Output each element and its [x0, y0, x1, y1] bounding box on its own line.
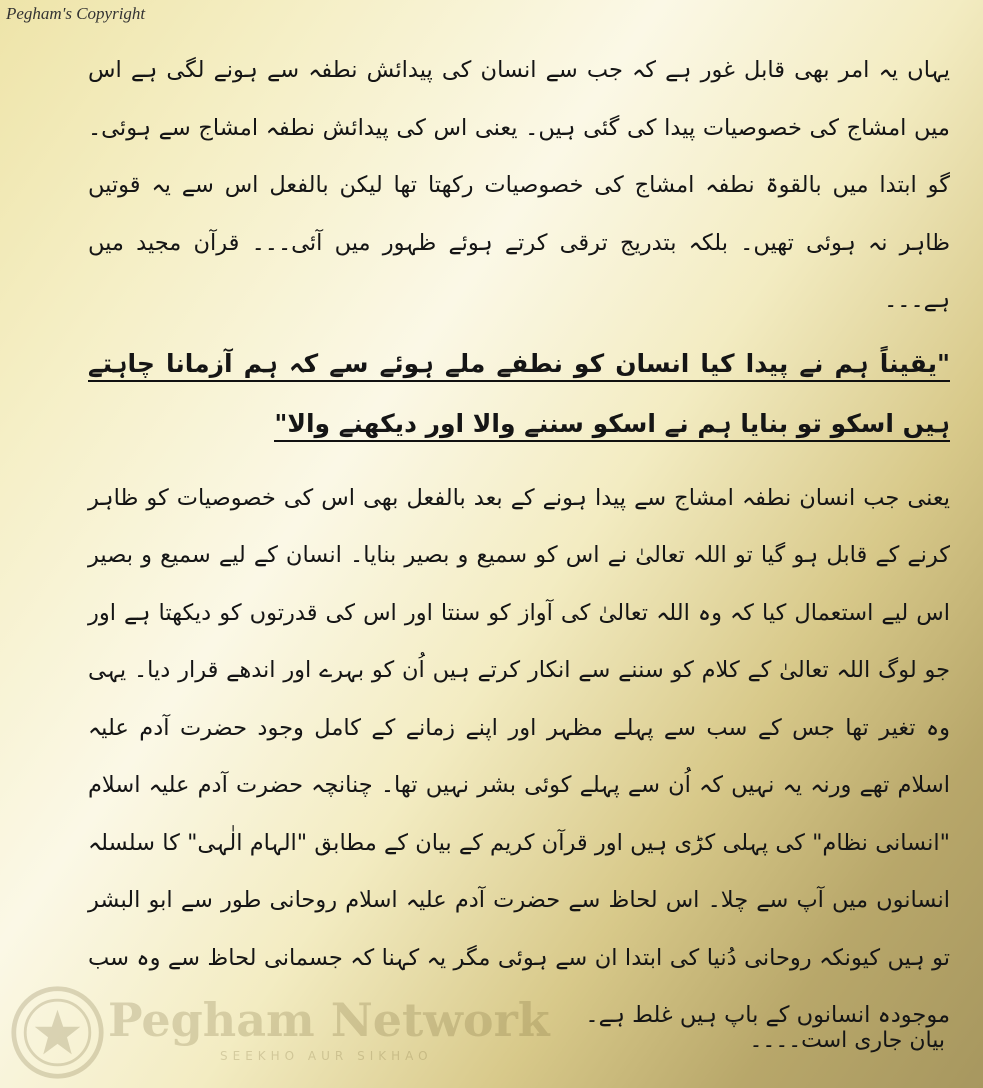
quran-quote-text: "یقیناً ہم نے پیدا کیا انسان کو نطفے ملے ہوئے سے کہ ہم آزمانا چاہتے ہیں اسکو تو بنایا ہم نے اسکو سننے والا اور دیکھنے والا"	[88, 349, 950, 442]
watermark-title: Pegham Network	[108, 993, 550, 1047]
copyright-label: Pegham's Copyright	[6, 4, 146, 23]
continued-label: بیان جاری است۔۔۔۔	[749, 1028, 945, 1053]
watermark-tagline: SEEKHO AUR SIKHAO	[220, 1049, 433, 1063]
paragraph-2: یعنی جب انسان نطفہ امشاج سے پیدا ہونے کے بعد بالفعل بھی اس کی خصوصیات کو ظاہر کرنے کے قابل ہو گیا تو اللہ تعالیٰ نے اس کو سمیع و بصیر بنایا۔ انسان کے لیے سمیع و بصیر اس لیے استعمال کیا کہ وہ اللہ تعالیٰ کی آواز کو سنتا اور اس کی قدرتوں کو دیکھتا ہے اور جو لوگ اللہ تعالیٰ کے کلام کو سننے سے انکار کرتے ہیں اُن کو بہرے اور اندھے قرار دیا۔ یہی وہ تغیر تھا جس کے سب سے پہلے مظہر اور اپنے زمانے کے کامل وجود حضرت آدم علیہ اسلام تھے ورنہ یہ نہیں کہ اُن سے پہلے کوئی بشر نہیں تھا۔ چنانچہ حضرت آدم علیہ اسلام "انسانی نظام" کی پہلی کڑی ہیں اور قرآن کریم کے بیان کے مطابق "الہام الٰہی" کا سلسلہ انسانوں میں آپ سے چلا۔ اس لحاظ سے حضرت آدم علیہ اسلام روحانی طور سے ابو البشر تو ہیں کیونکہ روحانی دُنیا کی ابتدا ان سے ہوئی مگر یہ کہنا کہ جسمانی لحاظ سے وہ سب موجودہ انسانوں کے باپ ہیں غلط ہے۔	[88, 484, 950, 1028]
paragraph-1: یہاں یہ امر بھی قابل غور ہے کہ جب سے انسان کی پیدائش نطفہ سے ہونے لگی ہے اس میں امشاج کی خصوصیات پیدا کی گئی ہیں۔ یعنی اس کی پیدائش نطفہ امشاج سے ہوئی۔ گو ابتدا میں بالقوۃ نطفہ امشاج کی خصوصیات رکھتا تھا لیکن بالفعل اس سے یہ قوتیں ظاہر نہ ہوئی تھیں۔ بلکہ بتدریج ترقی کرتے ہوئے ظہور میں آئی۔۔۔ قرآن مجید میں ہے۔۔۔	[88, 57, 950, 313]
quran-quote	[88, 334, 950, 454]
article-body	[88, 42, 950, 1045]
